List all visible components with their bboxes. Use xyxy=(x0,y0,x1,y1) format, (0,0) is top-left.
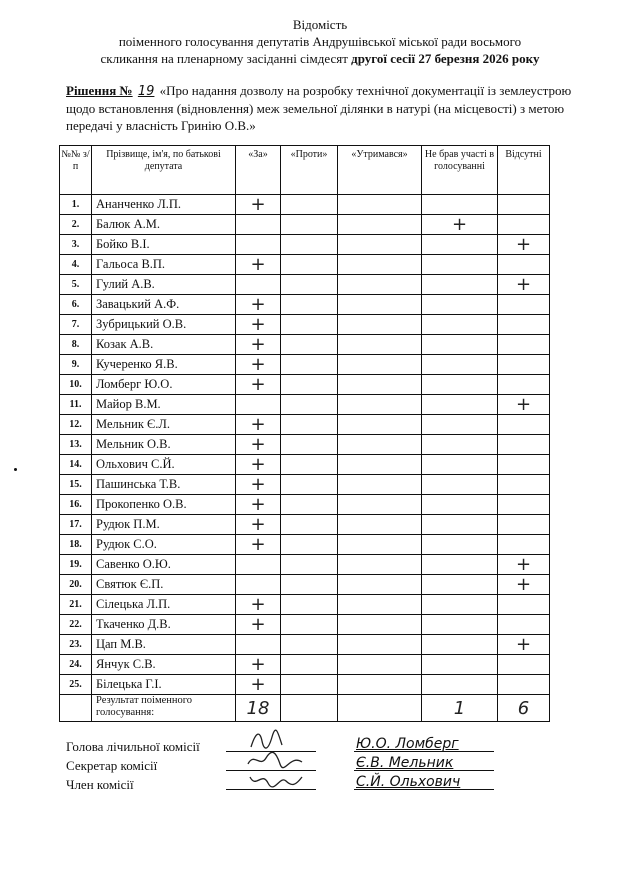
vote-cell-abstain xyxy=(338,615,422,635)
row-number: 13. xyxy=(60,435,92,455)
vote-cell-against xyxy=(281,435,338,455)
table-row xyxy=(60,515,550,535)
row-number: 16. xyxy=(60,495,92,515)
vote-cell-absent xyxy=(498,415,550,435)
vote-cell-abstain xyxy=(338,535,422,555)
vote-cell-abstain xyxy=(338,195,422,215)
signature-name: С.Й. Ольхович xyxy=(356,774,461,790)
deputy-name: Козак А.В. xyxy=(92,335,236,355)
vote-cell-for xyxy=(236,475,281,495)
header-line-3 xyxy=(40,50,600,67)
vote-mark-icon: + xyxy=(250,314,266,335)
signature-row xyxy=(66,756,566,775)
result-total-not-voting: 1 xyxy=(422,695,498,722)
row-number: 17. xyxy=(60,515,92,535)
decision-number: 19 xyxy=(137,84,155,99)
vote-cell-for xyxy=(236,255,281,275)
table-row xyxy=(60,675,550,695)
voting-table xyxy=(59,145,550,722)
table-row xyxy=(60,635,550,655)
vote-mark-icon: + xyxy=(515,574,532,595)
table-row xyxy=(60,575,550,595)
vote-cell-not-voting xyxy=(422,215,498,235)
table-row xyxy=(60,295,550,315)
header-not-voting: Не брав участі в голосуванні xyxy=(422,146,498,195)
decision-text: «Про надання дозволу на розробку технічної документації із землеустрою щодо встановлення (відновлення) меж земельної ділянки в натурі (на місцевості) з метою передачі у власність Гринію О.В.» xyxy=(66,83,572,133)
vote-cell-against xyxy=(281,455,338,475)
table-row xyxy=(60,615,550,635)
vote-cell-against xyxy=(281,655,338,675)
table-row xyxy=(60,655,550,675)
table-row xyxy=(60,435,550,455)
row-number: 10. xyxy=(60,375,92,395)
vote-cell-abstain xyxy=(338,275,422,295)
vote-cell-for xyxy=(236,495,281,515)
signature-role: Член комісії xyxy=(66,777,134,792)
document-title: Відомість xyxy=(292,17,348,32)
vote-cell-not-voting xyxy=(422,535,498,555)
vote-mark-icon: + xyxy=(250,494,266,515)
deputy-name: Пашинська Т.В. xyxy=(92,475,236,495)
vote-cell-against xyxy=(281,215,338,235)
vote-cell-abstain xyxy=(338,455,422,475)
handwritten-signature-icon xyxy=(246,767,306,793)
vote-cell-absent xyxy=(498,655,550,675)
vote-cell-abstain xyxy=(338,595,422,615)
vote-mark-icon: + xyxy=(515,634,532,655)
vote-mark-icon: + xyxy=(515,234,532,255)
vote-cell-against xyxy=(281,415,338,435)
vote-cell-against xyxy=(281,535,338,555)
vote-cell-against xyxy=(281,235,338,255)
vote-cell-absent xyxy=(498,635,550,655)
row-number: 3. xyxy=(60,235,92,255)
vote-cell-against xyxy=(281,635,338,655)
vote-cell-against xyxy=(281,615,338,635)
result-total-absent: 6 xyxy=(498,695,550,722)
vote-cell-against xyxy=(281,675,338,695)
deputy-name: Святюк Є.П. xyxy=(92,575,236,595)
vote-cell-absent xyxy=(498,235,550,255)
table-row xyxy=(60,535,550,555)
vote-cell-abstain xyxy=(338,495,422,515)
vote-cell-absent xyxy=(498,475,550,495)
vote-cell-absent xyxy=(498,195,550,215)
row-number: 9. xyxy=(60,355,92,375)
row-number: 11. xyxy=(60,395,92,415)
vote-cell-absent xyxy=(498,675,550,695)
vote-cell-for xyxy=(236,375,281,395)
vote-mark-icon: + xyxy=(250,334,266,355)
result-row xyxy=(60,695,550,722)
row-number: 2. xyxy=(60,215,92,235)
result-label: Результат поіменного голосування: xyxy=(92,695,236,722)
vote-cell-for xyxy=(236,675,281,695)
vote-cell-absent xyxy=(498,435,550,455)
signature-name: Ю.О. Ломберг xyxy=(356,736,459,752)
header-for: «За» xyxy=(236,146,281,195)
vote-cell-against xyxy=(281,555,338,575)
vote-cell-abstain xyxy=(338,215,422,235)
vote-cell-not-voting xyxy=(422,335,498,355)
table-row xyxy=(60,355,550,375)
vote-cell-not-voting xyxy=(422,655,498,675)
deputy-name: Завацький А.Ф. xyxy=(92,295,236,315)
vote-cell-abstain xyxy=(338,555,422,575)
vote-cell-not-voting xyxy=(422,235,498,255)
vote-cell-not-voting xyxy=(422,515,498,535)
vote-cell-for xyxy=(236,655,281,675)
vote-cell-not-voting xyxy=(422,275,498,295)
vote-cell-not-voting xyxy=(422,435,498,455)
table-row xyxy=(60,475,550,495)
table-row xyxy=(60,235,550,255)
vote-cell-absent xyxy=(498,355,550,375)
header-abstain: «Утримався» xyxy=(338,146,422,195)
vote-cell-for xyxy=(236,275,281,295)
vote-cell-for xyxy=(236,635,281,655)
session-name: другої сесії xyxy=(351,51,416,66)
deputy-name: Рудюк П.М. xyxy=(92,515,236,535)
vote-cell-against xyxy=(281,375,338,395)
vote-mark-icon: + xyxy=(515,554,532,575)
document-header xyxy=(40,16,600,67)
vote-cell-not-voting xyxy=(422,395,498,415)
vote-cell-for xyxy=(236,455,281,475)
row-number: 23. xyxy=(60,635,92,655)
row-number: 25. xyxy=(60,675,92,695)
signature-row xyxy=(66,737,566,756)
vote-cell-for xyxy=(236,435,281,455)
vote-cell-abstain xyxy=(338,655,422,675)
signature-role: Голова лічильної комісії xyxy=(66,739,200,754)
vote-mark-icon: + xyxy=(250,414,266,435)
vote-cell-against xyxy=(281,275,338,295)
vote-cell-for xyxy=(236,595,281,615)
vote-cell-for xyxy=(236,535,281,555)
vote-cell-against xyxy=(281,475,338,495)
vote-cell-not-voting xyxy=(422,615,498,635)
row-number: 14. xyxy=(60,455,92,475)
vote-cell-against xyxy=(281,395,338,415)
vote-cell-abstain xyxy=(338,515,422,535)
vote-mark-icon: + xyxy=(250,534,266,555)
vote-cell-against xyxy=(281,255,338,275)
row-number: 20. xyxy=(60,575,92,595)
deputy-name: Кучеренко Я.В. xyxy=(92,355,236,375)
vote-cell-abstain xyxy=(338,375,422,395)
vote-cell-abstain xyxy=(338,575,422,595)
vote-cell-against xyxy=(281,595,338,615)
vote-mark-icon: + xyxy=(250,254,266,275)
vote-cell-for xyxy=(236,555,281,575)
vote-cell-for xyxy=(236,195,281,215)
vote-cell-for xyxy=(236,315,281,335)
vote-cell-for xyxy=(236,355,281,375)
deputy-name: Сілецька Л.П. xyxy=(92,595,236,615)
row-number: 15. xyxy=(60,475,92,495)
row-number: 19. xyxy=(60,555,92,575)
vote-cell-abstain xyxy=(338,435,422,455)
vote-cell-for xyxy=(236,615,281,635)
vote-mark-icon: + xyxy=(515,274,532,295)
header-line-2: поіменного голосування депутатів Андрушівської міської ради восьмого xyxy=(118,34,522,49)
vote-cell-absent xyxy=(498,295,550,315)
vote-mark-icon: + xyxy=(250,354,266,375)
row-number: 5. xyxy=(60,275,92,295)
row-number: 1. xyxy=(60,195,92,215)
row-number: 18. xyxy=(60,535,92,555)
vote-cell-not-voting xyxy=(422,375,498,395)
deputy-name: Ольхович С.Й. xyxy=(92,455,236,475)
vote-mark-icon: + xyxy=(250,674,266,695)
deputy-name: Білецька Г.І. xyxy=(92,675,236,695)
table-row xyxy=(60,375,550,395)
vote-cell-for xyxy=(236,215,281,235)
row-number: 12. xyxy=(60,415,92,435)
vote-cell-for xyxy=(236,515,281,535)
vote-cell-not-voting xyxy=(422,295,498,315)
vote-mark-icon: + xyxy=(250,614,266,635)
row-number: 21. xyxy=(60,595,92,615)
result-total-against xyxy=(281,695,338,722)
vote-mark-icon: + xyxy=(250,194,266,215)
table-row xyxy=(60,415,550,435)
vote-cell-for xyxy=(236,415,281,435)
vote-cell-absent xyxy=(498,315,550,335)
vote-cell-absent xyxy=(498,535,550,555)
vote-cell-abstain xyxy=(338,395,422,415)
table-row xyxy=(60,275,550,295)
vote-cell-absent xyxy=(498,575,550,595)
vote-cell-for xyxy=(236,395,281,415)
vote-cell-absent xyxy=(498,455,550,475)
vote-cell-absent xyxy=(498,495,550,515)
vote-cell-not-voting xyxy=(422,675,498,695)
decision-block xyxy=(66,82,586,134)
row-number: 7. xyxy=(60,315,92,335)
result-total-for: 18 xyxy=(236,695,281,722)
vote-cell-for xyxy=(236,235,281,255)
deputy-name: Янчук С.В. xyxy=(92,655,236,675)
vote-cell-absent xyxy=(498,555,550,575)
vote-cell-for xyxy=(236,335,281,355)
session-date: 27 березня 2026 року xyxy=(418,51,540,66)
vote-mark-icon: + xyxy=(250,594,266,615)
row-number: 24. xyxy=(60,655,92,675)
table-row xyxy=(60,195,550,215)
vote-cell-abstain xyxy=(338,335,422,355)
vote-cell-not-voting xyxy=(422,575,498,595)
table-row xyxy=(60,255,550,275)
deputy-name: Майор В.М. xyxy=(92,395,236,415)
vote-cell-not-voting xyxy=(422,595,498,615)
vote-cell-not-voting xyxy=(422,475,498,495)
table-row xyxy=(60,335,550,355)
vote-cell-not-voting xyxy=(422,495,498,515)
deputy-name: Зубрицький О.В. xyxy=(92,315,236,335)
result-num-cell xyxy=(60,695,92,722)
vote-cell-against xyxy=(281,335,338,355)
vote-cell-not-voting xyxy=(422,455,498,475)
header-line-3-prefix: скликання на пленарному засіданні сімдесят xyxy=(100,51,348,66)
vote-cell-against xyxy=(281,575,338,595)
table-row xyxy=(60,215,550,235)
vote-cell-abstain xyxy=(338,415,422,435)
header-absent: Відсутні xyxy=(498,146,550,195)
table-body xyxy=(60,195,550,722)
signature-name: Є.В. Мельник xyxy=(356,755,454,771)
vote-cell-not-voting xyxy=(422,315,498,335)
vote-mark-icon: + xyxy=(451,214,468,235)
row-number: 22. xyxy=(60,615,92,635)
table-row xyxy=(60,555,550,575)
deputy-name: Савенко О.Ю. xyxy=(92,555,236,575)
vote-cell-absent xyxy=(498,375,550,395)
vote-cell-not-voting xyxy=(422,195,498,215)
vote-cell-against xyxy=(281,315,338,335)
deputy-name: Рудюк С.О. xyxy=(92,535,236,555)
table-row xyxy=(60,495,550,515)
deputy-name: Прокопенко О.В. xyxy=(92,495,236,515)
header-against: «Проти» xyxy=(281,146,338,195)
row-number: 6. xyxy=(60,295,92,315)
deputy-name: Гальоса В.П. xyxy=(92,255,236,275)
vote-cell-against xyxy=(281,195,338,215)
vote-mark-icon: + xyxy=(515,394,532,415)
vote-cell-not-voting xyxy=(422,255,498,275)
vote-cell-not-voting xyxy=(422,635,498,655)
vote-mark-icon: + xyxy=(250,454,266,475)
vote-cell-abstain xyxy=(338,635,422,655)
vote-cell-abstain xyxy=(338,675,422,695)
vote-mark-icon: + xyxy=(250,294,266,315)
row-number: 8. xyxy=(60,335,92,355)
vote-cell-not-voting xyxy=(422,355,498,375)
vote-cell-absent xyxy=(498,595,550,615)
deputy-name: Ткаченко Д.В. xyxy=(92,615,236,635)
signatures-block xyxy=(66,737,566,794)
result-total-abstain xyxy=(338,695,422,722)
vote-cell-abstain xyxy=(338,255,422,275)
vote-cell-abstain xyxy=(338,295,422,315)
vote-cell-abstain xyxy=(338,475,422,495)
vote-cell-for xyxy=(236,295,281,315)
vote-mark-icon: + xyxy=(250,374,266,395)
vote-cell-absent xyxy=(498,215,550,235)
scan-speck xyxy=(14,468,17,471)
deputy-name: Мельник О.В. xyxy=(92,435,236,455)
vote-cell-absent xyxy=(498,335,550,355)
vote-cell-for xyxy=(236,575,281,595)
vote-cell-absent xyxy=(498,515,550,535)
vote-cell-abstain xyxy=(338,235,422,255)
deputy-name: Ломберг Ю.О. xyxy=(92,375,236,395)
vote-cell-abstain xyxy=(338,355,422,375)
vote-cell-abstain xyxy=(338,315,422,335)
table-row xyxy=(60,595,550,615)
header-num: №№ з/п xyxy=(60,146,92,195)
signature-role: Секретар комісії xyxy=(66,758,158,773)
row-number: 4. xyxy=(60,255,92,275)
vote-mark-icon: + xyxy=(250,434,266,455)
vote-cell-absent xyxy=(498,275,550,295)
table-row xyxy=(60,315,550,335)
deputy-name: Гулий А.В. xyxy=(92,275,236,295)
table-row xyxy=(60,455,550,475)
signature-row xyxy=(66,775,566,794)
vote-mark-icon: + xyxy=(250,654,266,675)
vote-cell-against xyxy=(281,355,338,375)
deputy-name: Бойко В.І. xyxy=(92,235,236,255)
vote-cell-against xyxy=(281,515,338,535)
vote-cell-not-voting xyxy=(422,415,498,435)
vote-mark-icon: + xyxy=(250,474,266,495)
header-name: Прізвище, ім'я, по батькові депутата xyxy=(92,146,236,195)
deputy-name: Цап М.В. xyxy=(92,635,236,655)
deputy-name: Мельник Є.Л. xyxy=(92,415,236,435)
deputy-name: Балюк А.М. xyxy=(92,215,236,235)
vote-cell-against xyxy=(281,495,338,515)
vote-cell-absent xyxy=(498,255,550,275)
deputy-name: Ананченко Л.П. xyxy=(92,195,236,215)
vote-cell-not-voting xyxy=(422,555,498,575)
vote-cell-absent xyxy=(498,615,550,635)
table-row xyxy=(60,395,550,415)
decision-label: Рішення № xyxy=(66,83,133,98)
table-header-row xyxy=(60,146,550,195)
vote-cell-absent xyxy=(498,395,550,415)
vote-cell-against xyxy=(281,295,338,315)
vote-mark-icon: + xyxy=(250,514,266,535)
